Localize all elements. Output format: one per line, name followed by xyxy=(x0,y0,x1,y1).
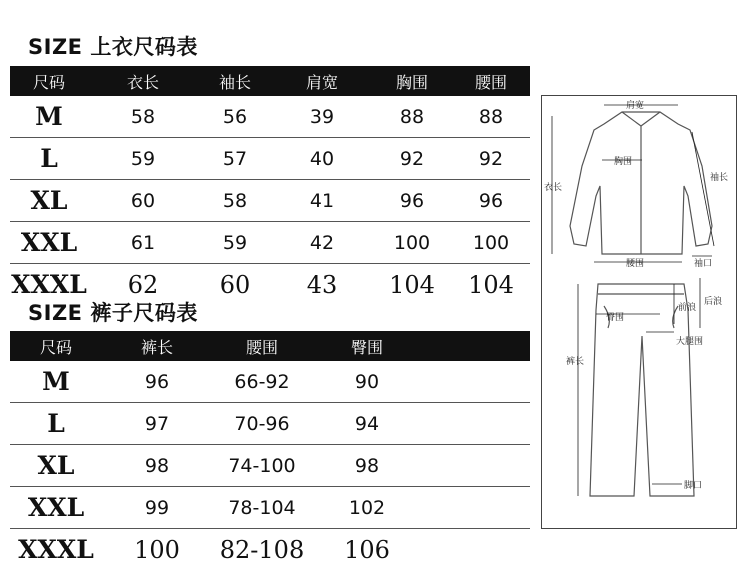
collar-line xyxy=(622,112,660,126)
value-cell: 57 xyxy=(222,147,248,170)
diagram-label: 袖长 xyxy=(710,173,729,183)
value-cell: 58 xyxy=(130,105,156,128)
top-size-table xyxy=(10,66,530,305)
value-cell: 62 xyxy=(127,270,159,299)
value-cell: 99 xyxy=(144,496,170,519)
size-cell: XL xyxy=(37,451,75,480)
size-cell: M xyxy=(35,102,63,131)
header-cell: 臀围 xyxy=(350,337,383,357)
size-cell: XXXL xyxy=(18,535,94,564)
value-cell: 96 xyxy=(144,370,170,393)
value-cell: 56 xyxy=(222,105,248,128)
header-cell: 腰围 xyxy=(474,72,507,92)
value-cell: 90 xyxy=(354,370,380,393)
diagram-label: 大腿围 xyxy=(676,337,704,347)
table-row xyxy=(10,361,530,403)
top-table-header xyxy=(10,66,530,96)
size-cell: XXXL xyxy=(11,270,87,299)
value-cell: 97 xyxy=(144,412,170,435)
garment-sketch xyxy=(542,96,736,528)
table-row xyxy=(10,403,530,445)
header-cell: 腰围 xyxy=(245,337,278,357)
value-cell: 39 xyxy=(309,105,335,128)
value-cell: 88 xyxy=(399,105,425,128)
value-cell: 78-104 xyxy=(228,496,296,519)
value-cell: 104 xyxy=(468,270,514,299)
value-cell: 82-108 xyxy=(219,535,305,564)
diagram-label: 前浪 xyxy=(678,303,697,313)
value-cell: 92 xyxy=(478,147,504,170)
value-cell: 96 xyxy=(478,189,504,212)
diagram-label: 肩宽 xyxy=(626,101,645,111)
value-cell: 100 xyxy=(393,231,431,254)
diagram-label: 脚口 xyxy=(684,481,703,491)
size-cell: XL xyxy=(30,186,68,215)
header-cell: 尺码 xyxy=(32,72,65,92)
value-cell: 74-100 xyxy=(228,454,296,477)
size-cell: L xyxy=(47,409,65,438)
diagram-label: 袖口 xyxy=(694,259,713,269)
value-cell: 66-92 xyxy=(234,370,290,393)
value-cell: 43 xyxy=(306,270,338,299)
value-cell: 94 xyxy=(354,412,380,435)
value-cell: 88 xyxy=(478,105,504,128)
diagram-label: 臀围 xyxy=(606,313,625,323)
header-cell: 衣长 xyxy=(126,72,159,92)
value-cell: 58 xyxy=(222,189,248,212)
value-cell: 59 xyxy=(130,147,156,170)
value-cell: 60 xyxy=(219,270,251,299)
size-cell: XXL xyxy=(20,228,78,257)
bottom-size-table xyxy=(10,331,530,570)
header-cell: 袖长 xyxy=(218,72,251,92)
value-cell: 70-96 xyxy=(234,412,290,435)
header-cell: 肩宽 xyxy=(305,72,338,92)
value-cell: 92 xyxy=(399,147,425,170)
size-cell: XXL xyxy=(27,493,85,522)
diagram-label: 腰围 xyxy=(626,259,645,269)
header-cell: 裤长 xyxy=(140,337,173,357)
bottom-table-header xyxy=(10,331,530,361)
value-cell: 102 xyxy=(348,496,386,519)
measurement-diagram xyxy=(541,95,737,529)
value-cell: 96 xyxy=(399,189,425,212)
value-cell: 98 xyxy=(144,454,170,477)
bottom-table-title: SIZE 裤子尺码表 xyxy=(28,301,198,325)
value-cell: 61 xyxy=(130,231,156,254)
diagram-label: 衣长 xyxy=(544,183,563,193)
value-cell: 40 xyxy=(309,147,335,170)
table-row xyxy=(10,138,530,180)
value-cell: 100 xyxy=(134,535,180,564)
top-table-title: SIZE 上衣尺码表 xyxy=(28,35,198,59)
header-cell: 尺码 xyxy=(39,337,72,357)
value-cell: 41 xyxy=(309,189,335,212)
table-row xyxy=(10,529,530,570)
value-cell: 59 xyxy=(222,231,248,254)
header-cell: 胸围 xyxy=(395,72,428,92)
table-row xyxy=(10,180,530,222)
diagram-label: 后浪 xyxy=(704,297,723,307)
size-cell: L xyxy=(40,144,58,173)
value-cell: 100 xyxy=(472,231,510,254)
value-cell: 104 xyxy=(389,270,435,299)
sleeve-arrow xyxy=(692,132,714,246)
table-row xyxy=(10,445,530,487)
value-cell: 42 xyxy=(309,231,335,254)
size-cell: M xyxy=(42,367,70,396)
value-cell: 98 xyxy=(354,454,380,477)
table-row xyxy=(10,222,530,264)
value-cell: 106 xyxy=(344,535,390,564)
table-row xyxy=(10,487,530,529)
value-cell: 60 xyxy=(130,189,156,212)
table-row xyxy=(10,96,530,138)
diagram-label: 裤长 xyxy=(566,357,585,367)
diagram-label: 胸围 xyxy=(614,157,633,167)
